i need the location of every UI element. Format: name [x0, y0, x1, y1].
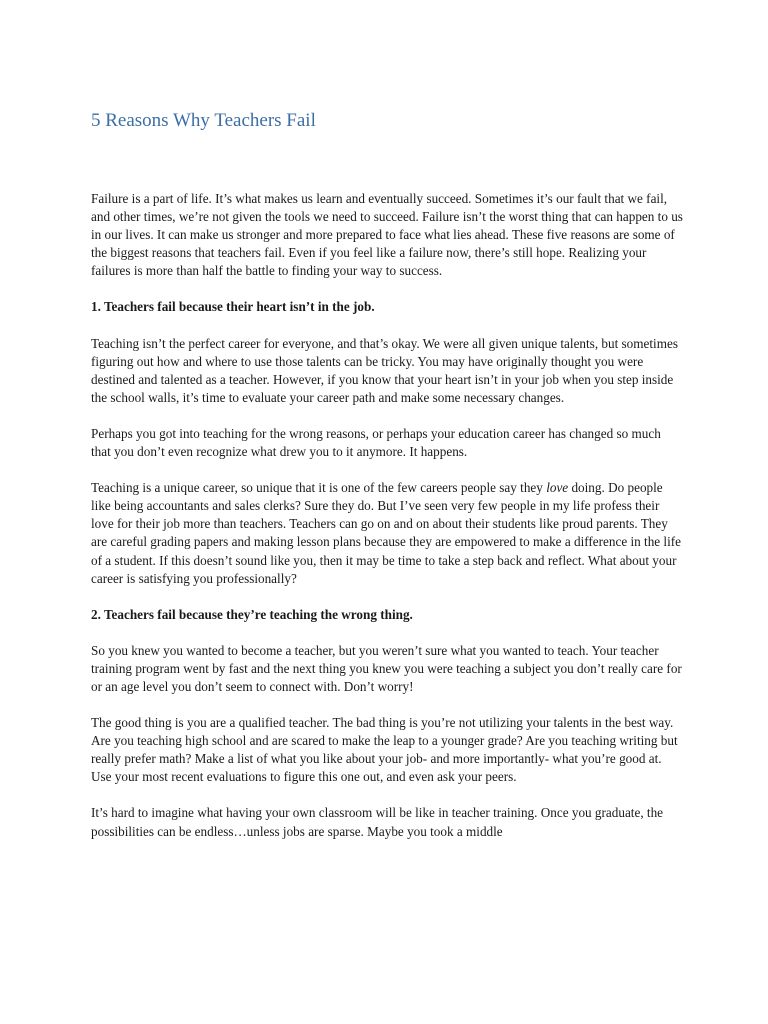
- section-2-paragraph-2: The good thing is you are a qualified teacher. The bad thing is you’re not utilizing your talents in the best way. Are you teaching high school and are scared to make the leap to a younger grade? Are you teaching writing but really prefer math? Make a list of what you like about your job- and more importantly- what you’re good at. Use your most recent evaluations to figure this one out, and even ask your peers.: [91, 715, 678, 785]
- section-1-paragraph-2: Perhaps you got into teaching for the wrong reasons, or perhaps your education career has changed so much that you don’t even recognize what drew you to it anymore. It happens.: [91, 425, 661, 460]
- section-1-paragraph-1: Teaching isn’t the perfect career for everyone, and that’s okay. We were all given unique talents, but sometimes figuring out how and where to use those talents can be tricky. You may have originally thought you were destined and talented as a teacher. However, if you know that your heart isn’t in your job when you step inside the school walls, it’s time to evaluate your career path and make some necessary changes.: [91, 335, 678, 405]
- section-1-paragraph-3-start: Teaching is a unique career, so unique that it is one of the few careers people say they: [91, 480, 547, 496]
- document-body: [91, 190, 683, 859]
- page-title: 5 Reasons Why Teachers Fail: [91, 110, 316, 131]
- section-1-paragraph-3: [91, 479, 683, 588]
- intro-paragraph: Failure is a part of life. It’s what makes us learn and eventually succeed. Sometimes it’s our fault that we fail, and other times, we’re not given the tools we need to succeed. Failure isn’t the worst thing that can happen to us in our lives. It can make us stronger and more prepared to face what lies ahead. These five reasons are some of the biggest reasons that teachers fail. Even if you feel like a failure now, there’s still hope. Realizing your failures is more than half the battle to finding your way to success.: [91, 191, 683, 279]
- section-2-paragraph-1: So you knew you wanted to become a teacher, but you weren’t sure what you wanted to teach. Your teacher training program went by fast and the next thing you knew you were teaching a subject you don’t really care for or an age level you don’t seem to connect with. Don’t worry!: [91, 642, 682, 694]
- section-2-heading: 2. Teachers fail because they’re teaching the wrong thing.: [91, 606, 413, 622]
- section-1-heading: 1. Teachers fail because their heart isn’t in the job.: [91, 299, 375, 315]
- section-1-paragraph-3-end: doing. Do people like being accountants and sales clerks? Sure they do. But I’ve seen very few people in my life profess their love for their job more than teachers. Teachers can go on and on about their students like proud parents. They are careful grading papers and making lesson plans because they are empowered to make a difference in the life of a student. If this doesn’t sound like you, then it may be time to take a step back and reflect. What about your career is satisfying you professionally?: [91, 480, 682, 586]
- document-content: [91, 108, 683, 839]
- emphasis-love: love: [546, 480, 569, 496]
- section-2-paragraph-3: It’s hard to imagine what having your own classroom will be like in teacher training. Once you graduate, the possibilities can be endless…unless jobs are sparse. Maybe you took a middle: [91, 805, 664, 839]
